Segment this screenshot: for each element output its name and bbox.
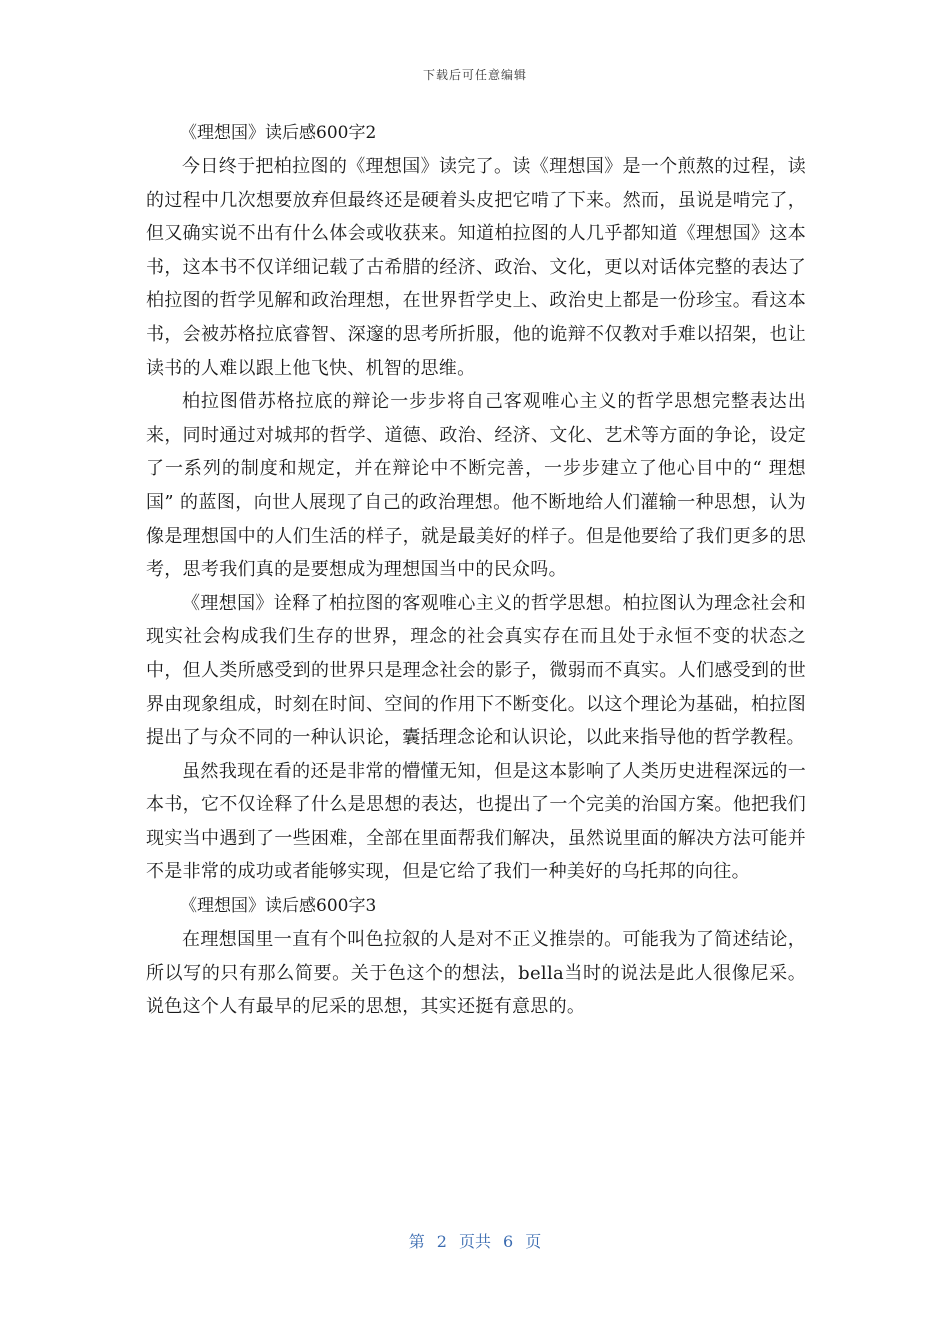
section-heading: 《理想国》读后感600字2 bbox=[180, 123, 377, 143]
footer-label-of: 页共 bbox=[458, 1232, 491, 1251]
paragraph: 虽然我现在看的还是非常的懵懂无知，但是这本影响了人类历史进程深远的一本书，它不仅诠释了什么是思想的表达，也提出了一个完美的治国方案。他把我们现实当中遇到了一些困难，全部在里面帮我们解决，虽然说里面的解决方法可能并不是非常的成功或者能够实现，但是它给了我们一种美好的乌托邦的向往。 bbox=[146, 760, 806, 883]
footer-label-end: 页 bbox=[525, 1232, 542, 1251]
footer-label-page: 第 bbox=[408, 1232, 425, 1251]
paragraph: 《理想国》诠释了柏拉图的客观唯心主义的哲学思想。柏拉图认为理念社会和现实社会构成我们生存的世界，理念的社会真实存在而且处于永恒不变的状态之中，但人类所感受到的世界只是理念社会的影子，微弱而不真实。人们感受到的世界由现象组成，时刻在时间、空间的作用下不断变化。以这个理论为基础，柏拉图提出了与众不同的一种认识论，囊括理念论和认识论，以此来指导他的哲学教程。 bbox=[146, 592, 806, 749]
page-header-note: 下载后可任意编辑 bbox=[422, 68, 527, 82]
page-number-footer bbox=[0, 1229, 950, 1252]
footer-total-pages: 6 bbox=[503, 1232, 514, 1251]
paragraph: 在理想国里一直有个叫色拉叙的人是对不正义推崇的。可能我为了简述结论，所以写的只有那么简要。关于色这个的想法，bella当时的说法是此人很像尼采。说色这个人有最早的尼采的思想，其实还挺有意思的。 bbox=[146, 929, 806, 1018]
footer-current-page: 2 bbox=[436, 1232, 447, 1251]
paragraph: 柏拉图借苏格拉底的辩论一步步将自己客观唯心主义的哲学思想完整表达出来，同时通过对城邦的哲学、道德、政治、经济、文化、艺术等方面的争论，设定了一系列的制度和规定，并在辩论中不断完善，一步步建立了他心目中的“ 理想国” 的蓝图，向世人展现了自己的政治理想。他不断地给人们灌输一种思想，认为像是理想国中的人们生活的样子，就是最美好的样子。但是他要给了我们更多的思考，思考我们真的是要想成为理想国当中的民众吗。 bbox=[146, 391, 806, 581]
document-body bbox=[146, 116, 806, 1024]
section-heading: 《理想国》读后感600字3 bbox=[180, 896, 377, 917]
paragraph: 今日终于把柏拉图的《理想国》读完了。读《理想国》是一个煎熬的过程，读的过程中几次想要放弃但最终还是硬着头皮把它啃了下来。然而，虽说是啃完了，但又确实说不出有什么体会或收获来。知道柏拉图的人几乎都知道《理想国》这本书，这本书不仅详细记载了古希腊的经济、政治、文化，更以对话体完整的表达了柏拉图的哲学见解和政治理想，在世界哲学史上、政治史上都是一份珍宝。看这本书，会被苏格拉底睿智、深邃的思考所折服，他的诡辩不仅教对手难以招架，也让读书的人难以跟上他飞快、机智的思维。 bbox=[146, 156, 806, 379]
